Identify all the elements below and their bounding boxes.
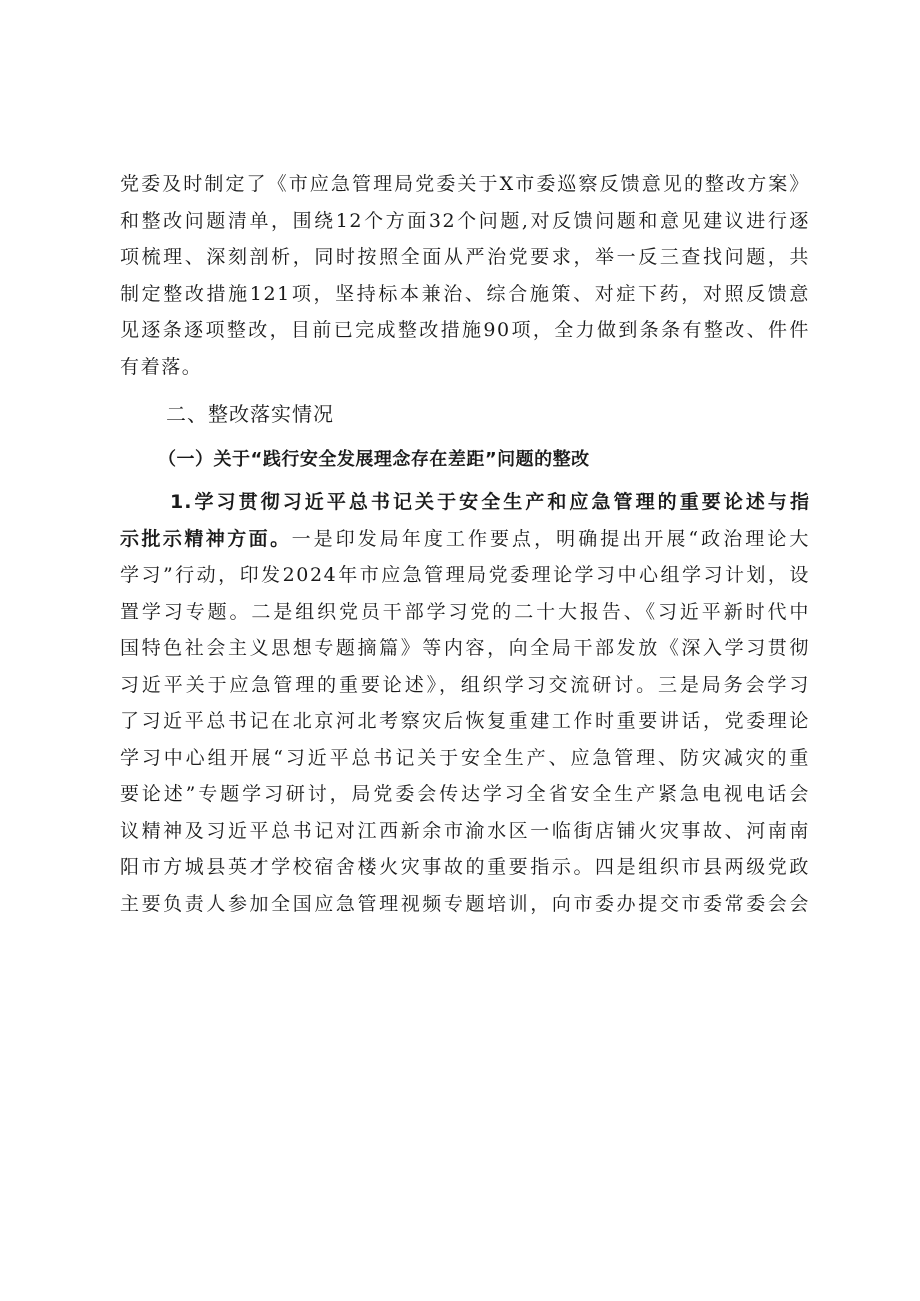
text-line: 国特色社会主义思想专题摘篇》等内容，向全局干部发放《深入学习贯彻	[120, 637, 810, 659]
document-body	[120, 166, 810, 922]
text-line: 了习近平总书记在北京河北考察灾后恢复重建工作时重要讲话，党委理论	[120, 710, 810, 732]
item-title: 1.学习贯彻习近平总书记关于安全生产和应急管理的重要论述与指	[170, 491, 810, 513]
subsection-heading: （一）关于“践行安全发展理念存在差距”问题的整改	[158, 449, 590, 470]
text-line: 制定整改措施121项，坚持标本兼治、综合施策、对症下药，对照反馈意	[120, 282, 810, 305]
item-title-end: 示批示精神方面。	[120, 527, 292, 550]
text-line: 阳市方城县英才学校宿舍楼火灾事故的重要指示。四是组织市县两级党政	[120, 856, 810, 878]
text-line: 置学习专题。二是组织党员干部学习党的二十大报告、《习近平新时代中	[120, 600, 810, 623]
text-line: 议精神及习近平总书记对江西新余市渝水区一临街店铺火灾事故、河南南	[120, 819, 810, 842]
text-line: 和整改问题清单，围绕12个方面32个问题,对反馈问题和意见建议进行逐	[120, 209, 810, 232]
text-line: 要论述”专题学习研讨，局党委会传达学习全省安全生产紧急电视电话会	[120, 783, 810, 805]
text-line: 习近平关于应急管理的重要论述》，组织学习交流研讨。三是局务会学习	[120, 673, 810, 696]
text-line	[120, 484, 810, 521]
text-line: 有着落。	[120, 355, 203, 378]
text-run: 一是印发局年度工作要点，明确提出开展“政治理论大	[291, 527, 810, 550]
paragraph-rectification-plan	[120, 166, 810, 385]
text-line: 主要负责人参加全国应急管理视频专题培训，向市委办提交市委常委会会	[120, 892, 810, 915]
text-line: 项梳理、深刻剖析，同时按照全面从严治党要求，举一反三查找问题，共	[120, 246, 810, 268]
text-line: 学习”行动，印发2024年市应急管理局党委理论学习中心组学习计划，设	[120, 564, 810, 586]
text-line: 党委及时制定了《市应急管理局党委关于X市委巡察反馈意见的整改方案》	[120, 173, 810, 195]
section-heading: 二、整改落实情况	[166, 402, 334, 426]
text-line: 见逐条逐项整改，目前已完成整改措施90项，全力做到条条有整改、件件	[120, 319, 810, 341]
text-line: 学习中心组开展“习近平总书记关于安全生产、应急管理、防灾减灾的重	[120, 746, 810, 769]
paragraph-study-implementation	[120, 484, 810, 922]
text-line	[120, 521, 810, 558]
